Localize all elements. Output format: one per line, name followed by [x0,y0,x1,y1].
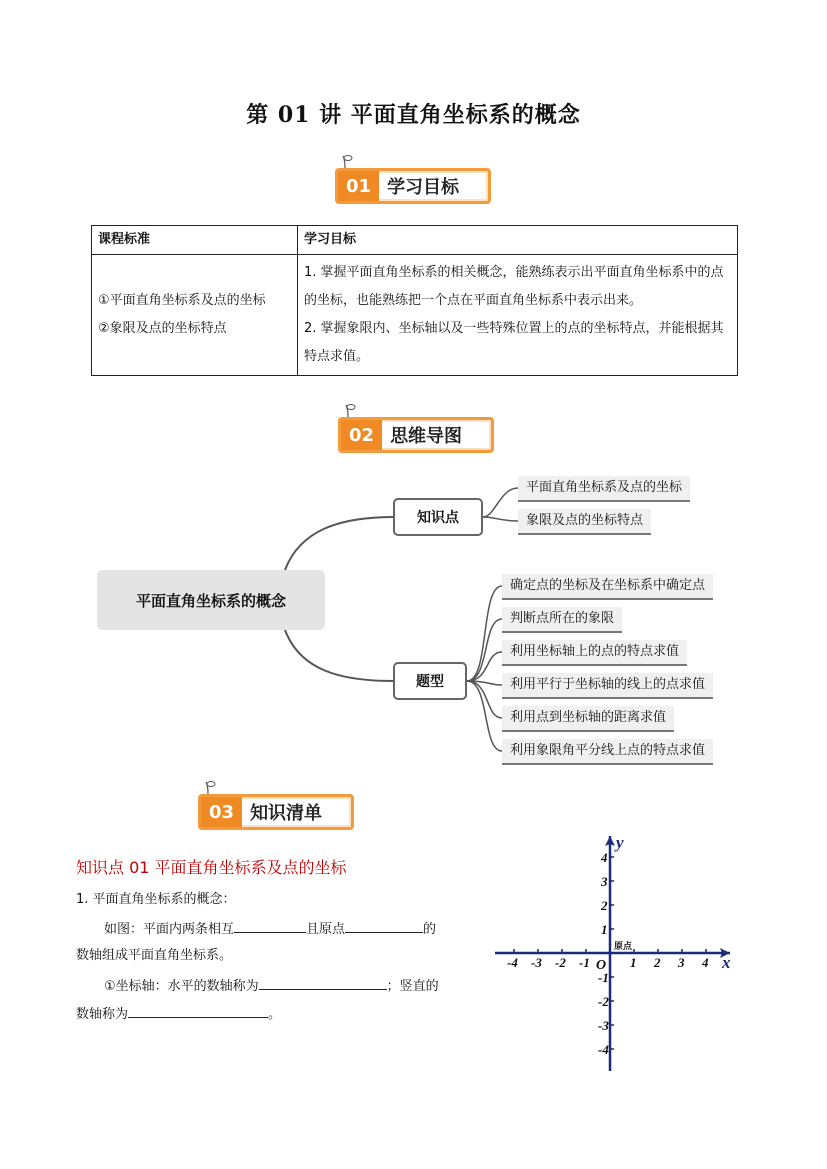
section-badge-knowledge [198,784,358,824]
fill-blank [259,975,387,990]
y-axis-label: y [616,833,624,852]
paragraph [76,889,236,911]
text: 且原点 [306,922,346,937]
text: 如图：平面内两条相互 [104,922,235,937]
y-tick-label: 3 [601,874,608,889]
y-tick-label: 4 [601,850,608,865]
x-tick-label: 1 [630,955,637,970]
mindmap-branch-knowledge: 知识点 [393,498,483,536]
mindmap-leaf: 平面直角坐标系及点的坐标 [518,476,690,502]
x-axis-label: x [722,953,731,972]
goal-item: 2. 掌握象限内、坐标轴以及一些特殊位置上的点的坐标特点，并能根据其特点求值。 [304,321,724,364]
text: ；竖直的 [386,979,439,994]
mindmap-center: 平面直角坐标系的概念 [97,570,325,630]
x-tick-label: 4 [702,955,709,970]
section-number: 02 [341,420,382,450]
text: 数轴组成平面直角坐标系。 [76,948,233,963]
fill-blank [128,1003,268,1018]
origin-label: O [596,958,607,973]
y-tick-label: -1 [598,970,609,985]
x-tick-label: -1 [579,955,590,970]
table-header-standard: 课程标准 [92,226,298,255]
paragraph [104,918,484,941]
text: 1. 平面直角坐标系的概念： [76,892,236,907]
x-tick-label: -2 [555,955,566,970]
table-header-goal: 学习目标 [298,226,738,255]
mindmap-leaf: 利用象限角平分线上点的特点求值 [502,739,713,765]
y-tick-label: -2 [598,994,609,1009]
standard-item: ②象限及点的坐标特点 [98,321,227,336]
section-number: 03 [201,797,242,827]
coordinate-system-figure [490,826,740,1076]
text: 的 [423,922,437,937]
mindmap-leaf: 判断点所在的象限 [502,607,622,633]
page-title: 第 01 讲 平面直角坐标系的概念 [246,102,581,128]
paragraph [104,975,484,998]
y-tick-label: -4 [598,1042,609,1057]
y-tick-label: 1 [601,922,608,937]
section-label: 思维导图 [390,426,463,447]
text: 。 [268,1007,282,1022]
x-tick-label: 3 [678,955,685,970]
mindmap-leaf: 利用坐标轴上的点的特点求值 [502,640,687,666]
origin-text: 原点 [614,941,633,951]
y-tick-label: 2 [601,898,608,913]
mindmap-leaf: 利用平行于坐标轴的线上的点求值 [502,673,713,699]
standard-item: ①平面直角坐标系及点的坐标 [98,293,266,308]
paragraph [76,1003,281,1026]
mindmap-leaf: 利用点到坐标轴的距离求值 [502,706,674,732]
text: 数轴称为 [76,1007,129,1022]
x-tick-label: 2 [654,955,661,970]
section-label: 知识清单 [250,803,323,824]
mindmap-leaf: 确定点的坐标及在坐标系中确定点 [502,574,713,600]
goal-item: 1. 掌握平面直角坐标系的相关概念，能熟练表示出平面直角坐标系中的点的坐标，也能熟练把一个点在平面直角坐标系中表示出来。 [304,265,724,308]
mindmap-branch-question-types: 题型 [393,662,467,700]
x-tick-label: -3 [531,955,542,970]
fill-blank [234,918,306,933]
section-number: 01 [338,171,379,201]
fill-blank [345,918,423,933]
knowledge-point-title: 知识点 01 平面直角坐标系及点的坐标 [76,858,347,877]
x-tick-label: -4 [507,955,518,970]
text: ①坐标轴：水平的数轴称为 [104,979,259,994]
paragraph [76,945,232,967]
mindmap-leaf: 象限及点的坐标特点 [518,509,651,535]
section-label: 学习目标 [387,177,460,198]
y-tick-label: -3 [598,1018,609,1033]
